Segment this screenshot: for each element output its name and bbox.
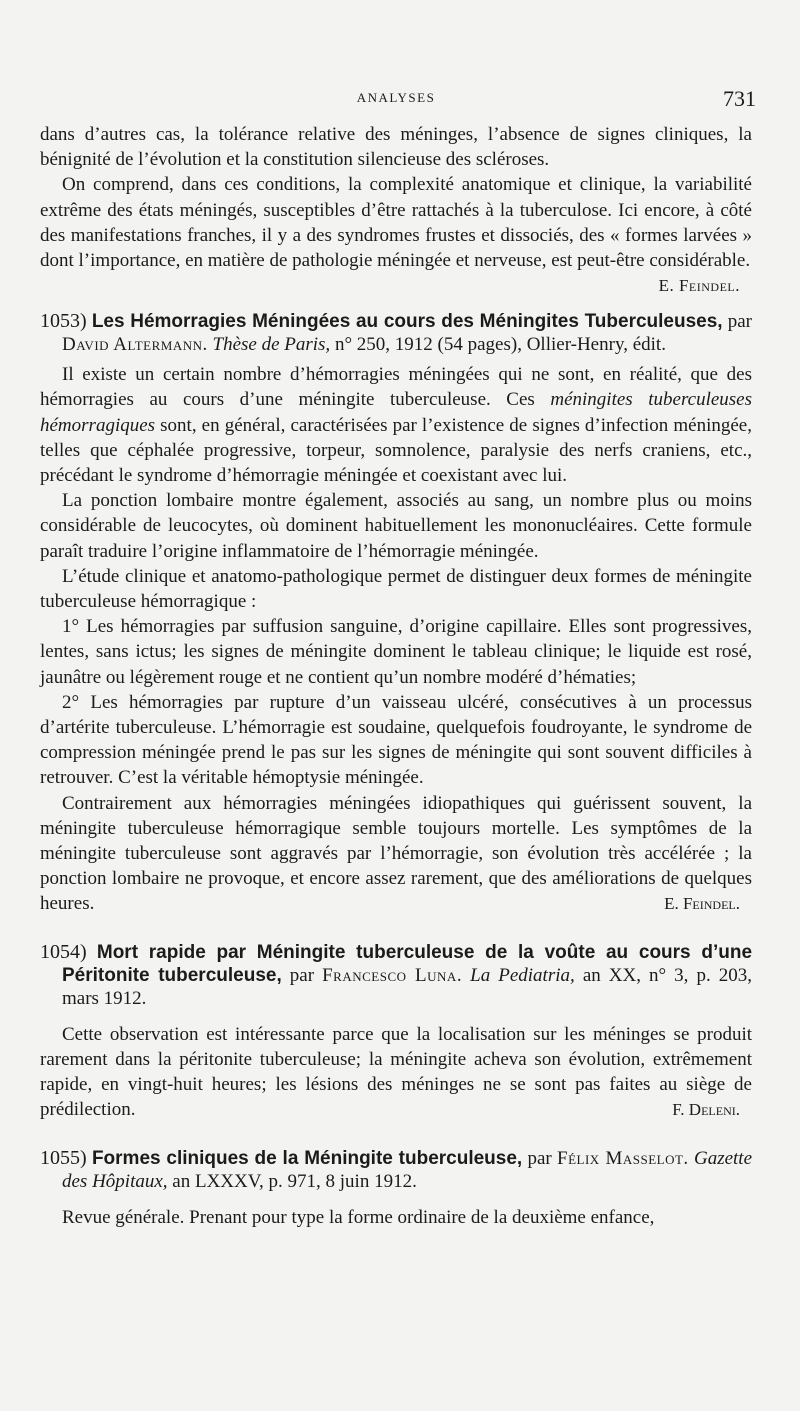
entry-1053-signature: E. Feindel. xyxy=(664,894,740,914)
entry-1053-paragraph-6: Contrairement aux hémorragies méningées idiopathiques qui guérissent souvent, la méningite tuberculeuse hémorragique semble toujours mortelle. Les symptômes de la méningite tuberculeuse sont aggravés par l’hémorragie, son évolution très accélérée ; la ponction lombaire ne provoque, et encore assez rarement, que des améliorations de quelques heures. E. Feindel. xyxy=(40,791,752,917)
entry-by: par xyxy=(289,964,315,986)
entry-1053-heading xyxy=(40,310,752,356)
page-number: 731 xyxy=(723,86,756,111)
entry-by: par xyxy=(527,1147,552,1169)
running-title: ANALYSES xyxy=(356,90,436,105)
entry-1055-paragraph-1: Revue générale. Prenant pour type la forme ordinaire de la deuxième enfance, xyxy=(62,1206,655,1228)
entry-1055-heading xyxy=(40,1147,752,1193)
entry-1053-paragraph-4: 1° Les hémorragies par suffusion sanguine, d’origine capillaire. Elles sont progressives, lentes, sans ictus; les signes de méningite dominent le tableau clinique; le liquide est rosé, jaunâtre ou légèrement rouge et ne contient qu’un nombre modéré d’hématies; xyxy=(40,616,752,688)
entry-title: Les Hémorragies Méningées au cours des Méningites Tuberculeuses, xyxy=(91,311,723,333)
entry-source: La Pediatria, xyxy=(470,964,575,986)
entry-1053-paragraph-3: L’étude clinique et anatomo-pathologique permet de distinguer deux formes de méningite tuberculeuse hémorragique : xyxy=(40,565,752,613)
entry-source: Gazette des Hôpitaux, xyxy=(62,1147,753,1192)
entry-1054-heading xyxy=(40,941,752,1010)
entry-details: an XX, n° 3, p. 203, mars 1912. xyxy=(62,964,753,1009)
entry-number: 1054) xyxy=(40,940,87,963)
entry-1053-paragraph-1: Il existe un certain nombre d’hémorragies méningées qui ne sont, en réalité, que des hémorragies au cours d’une méningite tuberculeuse. Ces méningites tuberculeuses hémorragiques sont, en général, caractérisées par l’existence de signes d’infection méningée, telles que céphalée progressive, torpeur, somnolence, paralysie des nerfs craniens, etc., précédant le syndrome d’hémorragie méningée et coexistant avec lui. xyxy=(40,364,753,487)
body-text xyxy=(40,122,752,1230)
entry-title: Mort rapide par Méningite tuberculeuse de la voûte au cours d’une Péritonite tuberculeuse, xyxy=(62,941,753,986)
entry-details: an LXXXV, p. 971, 8 juin 1912. xyxy=(172,1170,417,1192)
intro-paragraph-2: On comprend, dans ces conditions, la complexité anatomique et clinique, la variabilité extrême des états méningés, susceptibles d’être rattachés à la tuberculose. Ici encore, à côté des manifestations franches, il y a des syndromes frustes et dissociés, des « formes larvées » dont l’importance, en matière de pathologie méningée et nerveuse, est peut-être considérable. xyxy=(40,174,752,272)
entry-details: n° 250, 1912 (54 pages), Ollier-Henry, édit. xyxy=(334,334,666,356)
entry-source: Thèse de Paris, xyxy=(212,334,331,356)
entry-author: Francesco Luna. xyxy=(322,964,463,986)
entry-number: 1053) xyxy=(40,310,87,333)
entry-1053-paragraph-2: La ponction lombaire montre également, associés au sang, un nombre plus ou moins considérable de leucocytes, où dominent habituellement les mononucléaires. Cette formule paraît traduire l’origine inflammatoire de l’hémorragie méningée. xyxy=(40,490,752,562)
running-head xyxy=(40,86,756,111)
entry-author: David Altermann. xyxy=(62,334,208,356)
entry-by: par xyxy=(727,311,752,333)
entry-author: Félix Masselot. xyxy=(557,1147,689,1169)
entry-1054-paragraph-1: Cette observation est intéressante parce que la localisation sur les méninges se produit rarement dans la péritonite tuberculeuse; la méningite acheva son évolution, extrêmement rapide, en vingt-huit heures; les lésions des méninges ne se sont pas faites au siège de prédilection. F. Deleni. xyxy=(40,1022,752,1123)
entry-title: Formes cliniques de la Méningite tuberculeuse, xyxy=(91,1147,523,1169)
entry-number: 1055) xyxy=(40,1146,87,1169)
emphasis: méningites tuberculeuses hémorragiques xyxy=(40,389,753,436)
intro-signature: E. Feindel. xyxy=(658,276,740,296)
intro-paragraph-1: dans d’autres cas, la tolérance relative des méninges, l’absence de signes cliniques, la bénignité de l’évolution et la constitution silencieuse des scléroses. xyxy=(40,124,752,171)
entry-1053-paragraph-5: 2° Les hémorragies par rupture d’un vaisseau ulcéré, consécutives à un processus d’artérite tuberculeuse. L’hémorragie est soudaine, quelquefois foudroyante, le syndrome de compression méningée prend le pas sur les signes de méningite qui sont souvent difficiles à retrouver. C’est la véritable hémoptysie méningée. xyxy=(40,691,752,789)
entry-1054-signature: F. Deleni. xyxy=(672,1100,740,1120)
